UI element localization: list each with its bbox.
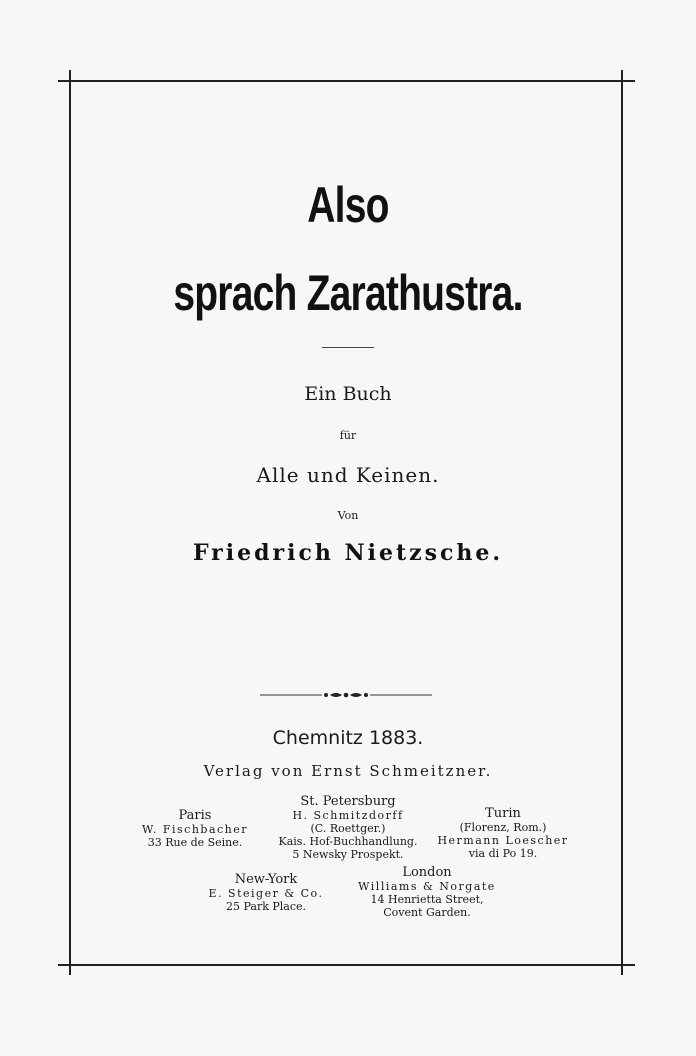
- agent-name: W. Fischbacher: [141, 823, 249, 836]
- title-line-2: sprach Zarathustra.: [173, 265, 523, 321]
- title-divider: [322, 347, 374, 348]
- agent-line: Kais. Hof-Buchhandlung.: [278, 835, 418, 848]
- agent-address: 25 Park Place.: [225, 900, 307, 913]
- ornament-divider: [260, 689, 432, 701]
- agent-city: Turin: [485, 806, 521, 821]
- agent-city: St. Petersburg: [300, 794, 396, 809]
- agent-city: New-York: [234, 872, 298, 887]
- agent-london: [350, 866, 504, 919]
- place-year: Chemnitz 1883.: [272, 727, 424, 749]
- agent-address: 33 Rue de Seine.: [147, 836, 243, 849]
- agent-name: H. Schmitzdorff: [292, 809, 404, 822]
- author-name: Friedrich Nietzsche.: [192, 540, 504, 566]
- frame-left-rule: [69, 70, 71, 975]
- agent-name: Williams & Norgate: [358, 880, 496, 893]
- title-line-1: Also: [307, 177, 389, 233]
- agent-line: Covent Garden.: [383, 906, 471, 919]
- agent-line: (C. Roettger.): [310, 822, 386, 835]
- agent-new-york: [196, 873, 336, 913]
- agent-address: 5 Newsky Prospekt.: [292, 848, 404, 861]
- publisher: Verlag von Ernst Schmeitzner.: [203, 762, 493, 780]
- agent-st-petersburg: [248, 795, 448, 861]
- subtitle-line-1: Ein Buch: [304, 383, 392, 405]
- byline-von: Von: [337, 509, 359, 522]
- agent-paris: [126, 809, 264, 849]
- agent-address: 14 Henrietta Street,: [370, 893, 484, 906]
- frame-bottom-rule: [58, 964, 635, 966]
- agent-line: (Florenz, Rom.): [459, 821, 547, 834]
- agent-turin: [428, 807, 578, 860]
- agent-name: Hermann Loescher: [437, 834, 569, 847]
- agent-city: London: [402, 865, 452, 880]
- agent-name: E. Steiger & Co.: [208, 887, 324, 900]
- frame-top-rule: [58, 80, 635, 82]
- subtitle-line-2: für: [339, 429, 357, 442]
- subtitle-line-3: Alle und Keinen.: [256, 463, 440, 487]
- agent-city: Paris: [178, 808, 212, 823]
- agent-address: via di Po 19.: [468, 847, 538, 860]
- frame-right-rule: [621, 70, 623, 975]
